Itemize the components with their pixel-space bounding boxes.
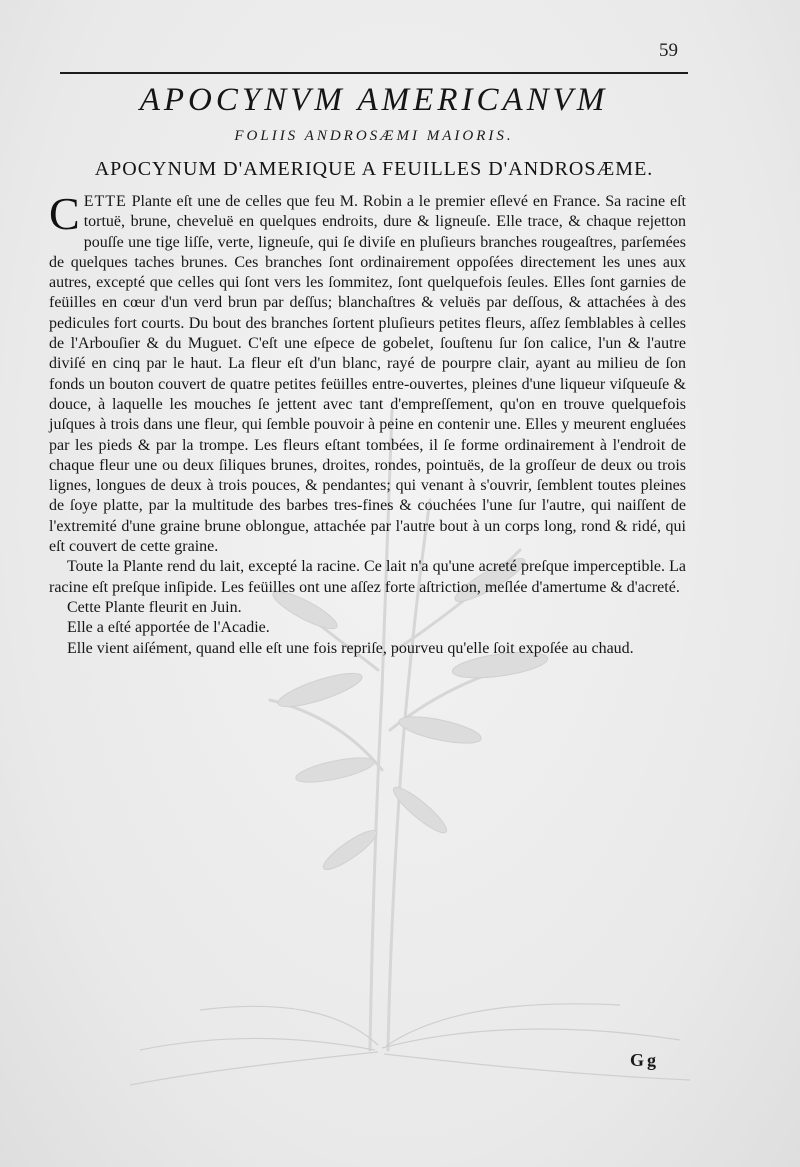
signature-mark: Gg bbox=[630, 1050, 660, 1070]
french-title: APOCYNUM D'AMERIQUE A FEUILLES D'ANDROSÆME. bbox=[94, 158, 654, 180]
first-word-rest: ETTE bbox=[83, 193, 127, 210]
latin-title: APOCYNVM AMERICANVM bbox=[139, 82, 609, 118]
page-number: 59 bbox=[659, 40, 678, 61]
header-rule bbox=[60, 72, 688, 74]
paragraph-3: Cette Plante fleurit en Juin. bbox=[67, 598, 242, 616]
paragraph-4: Elle a eſté apportée de l'Acadie. bbox=[67, 619, 270, 637]
paragraph-1 bbox=[49, 188, 687, 557]
paragraph-1-text: Plante eſt une de celles que feu M. Robin a le premier eſlevé en France. Sa racine eſt tortuë, brune, cheveluë en quelques endroits, dure & ligneuſe. Elle trace, & chaque rejetton pouſſe une tige liſſe, verte, ligneuſe, qui ſe diviſe en pluſieurs branches rougeaſtres, parſemées de quelques taches brunes. Ces branches ſont ordinairement oppoſées directement les unes aux autres, excepté que celles qui ſont vers les ſommitez, ſont quelquefois ſeules. Elles ſont garnies de feüilles en cœur d'un verd brun par deſſus; blanchaſtres & veluës par deſſous, & attachées à des pedicules fort courts. Du bout des branches ſortent pluſieurs petites fleurs, aſſez ſemblables à celles de l'Arbouſier & du Muguet. C'eſt une eſpece de gobelet, ſouſtenu ſur ſon calice, l'un & l'autre diviſé en cinq par le haut. La fleur eſt d'un blanc, rayé de pourpre clair, ayant au milieu de ſon fonds un bouton couvert de quatre petites feüilles entre-ouvertes, pleines d'une liqueur viſqueuſe & douce, à laquelle les mouches ſe jettent avec tant d'empreſſement, qu'on en trouve quelquefois juſques à trois dans une fleur, qui ſemble pouvoir à peine en contenir une. Elles y meurent engluées par les pieds & par la trompe. Les fleurs eſtant tombées, il ſe forme ordinairement à l'endroit de chaque fleur une ou deux ſiliques brunes, droites, rondes, pointuës, de la groſſeur de deux ou trois lignes, longues de deux à trois pouces, & pendantes; qui venant à s'ouvrir, ſemblent toutes pleines de ſoye platte, par la multitude des barbes tres-fines & couchées l'une ſur l'autre, qui naiſſent de l'extremité d'une graine brune oblongue, attachée par l'autre bout à un corps long, rond & ridé, qui eſt couvert de cette graine. bbox=[49, 193, 687, 556]
latin-subtitle: FOLIIS ANDROSÆMI MAIORIS. bbox=[234, 128, 514, 144]
paragraph-5: Elle vient aiſément, quand elle eſt une fois repriſe, pourveu qu'elle ſoit expoſée au chaud. bbox=[67, 639, 634, 657]
drop-cap: C bbox=[49, 188, 80, 239]
paragraph-2: Toute la Plante rend du lait, excepté la racine. Ce lait n'a qu'une acreté preſque imperceptible. La racine eſt preſque inſipide. Les feüilles ont une aſſez forte aſtriction, meſlée d'amertume & d'acreté. bbox=[49, 558, 686, 596]
body-text bbox=[49, 188, 687, 659]
